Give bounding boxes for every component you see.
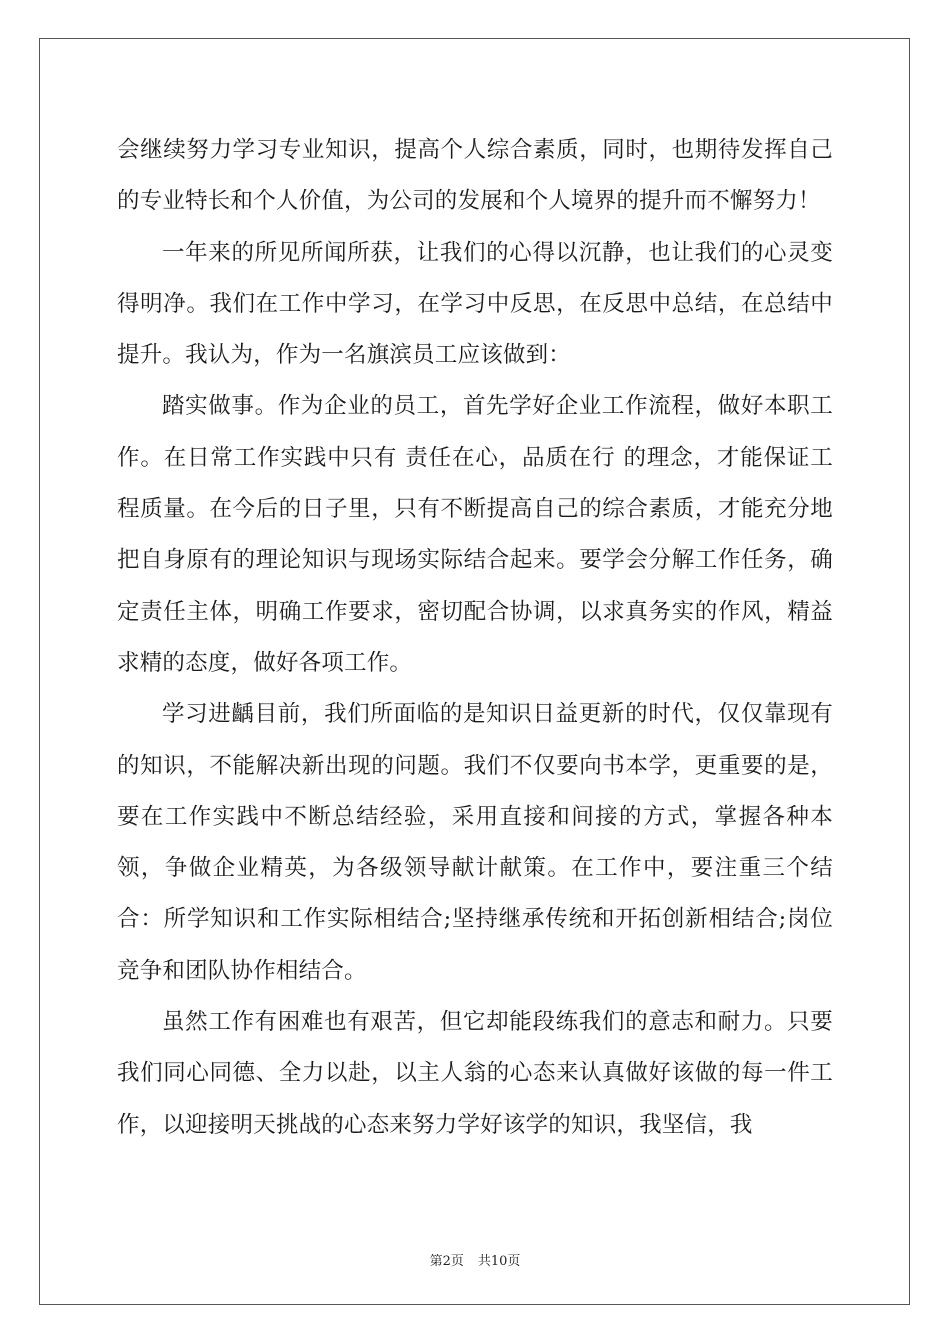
paragraph: 学习进齲目前，我们所面临的是知识日益更新的时代，仅仅靠现有的知识，不能解决新出现的问题。我们不仅要向书本学，更重要的是，要在工作实践中不断总结经验，采用直接和间接的方式，掌握各种本领，争做企业精英，为各级领导献计献策。在工作中，要注重三个结合：所学知识和工作实际相结合;坚持继承传统和开拓创新相结合;岗位竞争和团队协作相结合。 — [117, 701, 833, 984]
paragraph: 一年来的所见所闻所获，让我们的心得以沉静，也让我们的心灵变得明净。我们在工作中学习，在学习中反思，在反思中总结，在总结中提升。我认为，作为一名旗滨员工应该做到： — [117, 239, 833, 369]
paragraph: 虽然工作有困难也有艰苦，但它却能段练我们的意志和耐力。只要我们同心同德、全力以赴，以主人翁的心态来认真做好该做的每一件工作，以迎接明天挑战的心态来努力学好该学的知识，我坚信，我 — [117, 1009, 833, 1138]
page-total: 共10页 — [477, 1254, 521, 1269]
page-footer — [0, 1250, 950, 1269]
document-body — [117, 125, 833, 1151]
paragraph: 会继续努力学习专业知识，提高个人综合素质，同时，也期待发挥自己的专业特长和个人价值，为公司的发展和个人境界的提升而不懈努力！ — [117, 137, 833, 215]
page-number: 第2页 — [429, 1254, 464, 1269]
paragraph: 踏实做事。作为企业的员工，首先学好企业工作流程，做好本职工作。在日常工作实践中只有 责任在心，品质在行 的理念，才能保证工程质量。在今后的日子里，只有不断提高自己的综合素质，才能充分地把自身原有的理论知识与现场实际结合起来。要学会分解工作任务，确定责任主体，明确工作要求，密切配合协调，以求真务实的作风，精益求精的态度，做好各项工作。 — [117, 393, 833, 676]
